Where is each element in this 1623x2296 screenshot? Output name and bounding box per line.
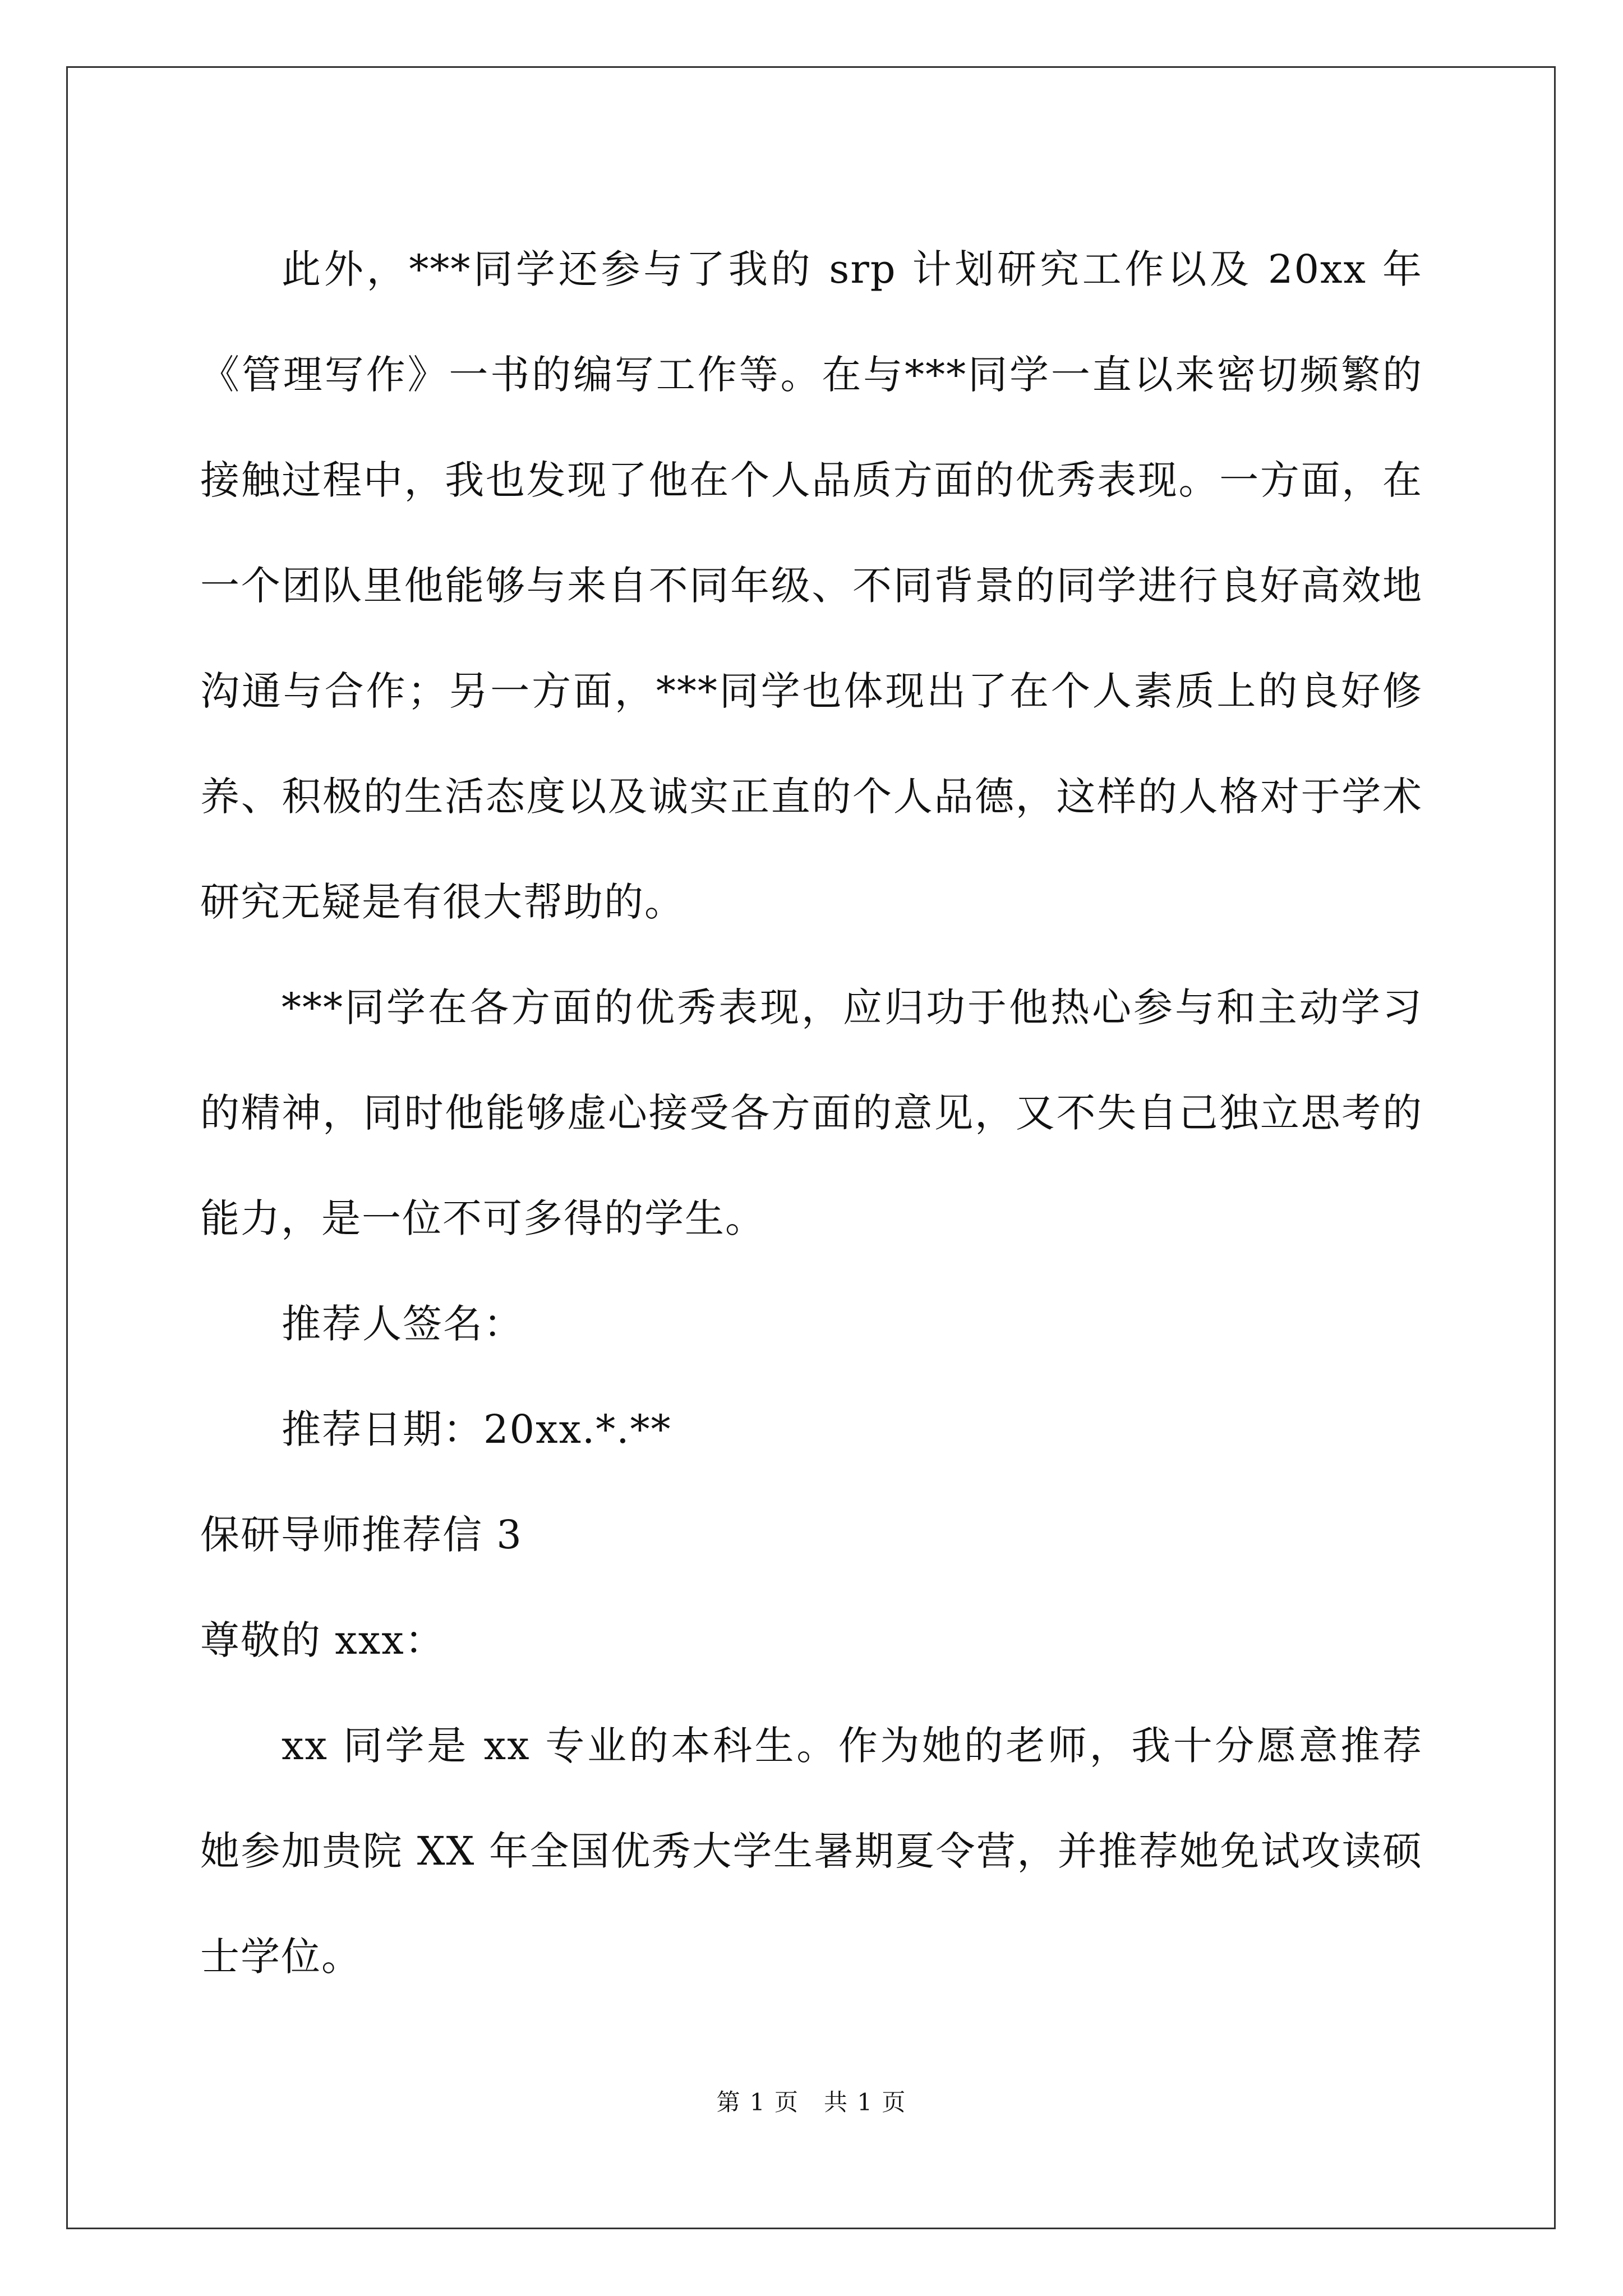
paragraph-letter-intro: xx 同学是 xx 专业的本科生。作为她的老师，我十分愿意推荐她参加贵院 XX 年全国优秀大学生暑期夏令营，并推荐她免试攻读硕士学位。 [200, 1723, 1423, 1980]
document-body [200, 217, 1423, 2009]
signature-label: 推荐人签名： [282, 1301, 524, 1347]
paragraph-personal-qualities: 此外，***同学还参与了我的 srp 计划研究工作以及 20xx 年《管理写作》一书的编写工作等。在与***同学一直以来密切频繁的接触过程中，我也发现了他在个人品质方面的优秀表现。一方面，在一个团队里他能够与来自不同年级、不同背景的同学进行良好高效地沟通与合作；另一方面，***同学也体现出了在个人素质上的良好修养、积极的生活态度以及诚实正直的个人品德，这样的人格对于学术研究无疑是有很大帮助的。 [200, 246, 1423, 925]
page-footer: 第 1 页 共 1 页 [716, 2088, 907, 2116]
recommendation-date: 推荐日期：20xx.*.** [282, 1406, 672, 1452]
section-title: 保研导师推荐信 3 [200, 1512, 523, 1558]
paragraph-summary: ***同学在各方面的优秀表现，应归功于他热心参与和主动学习的精神，同时他能够虚心接受各方面的意见，又不失自己独立思考的能力，是一位不可多得的学生。 [200, 984, 1423, 1241]
salutation: 尊敬的 xxx： [200, 1617, 445, 1663]
